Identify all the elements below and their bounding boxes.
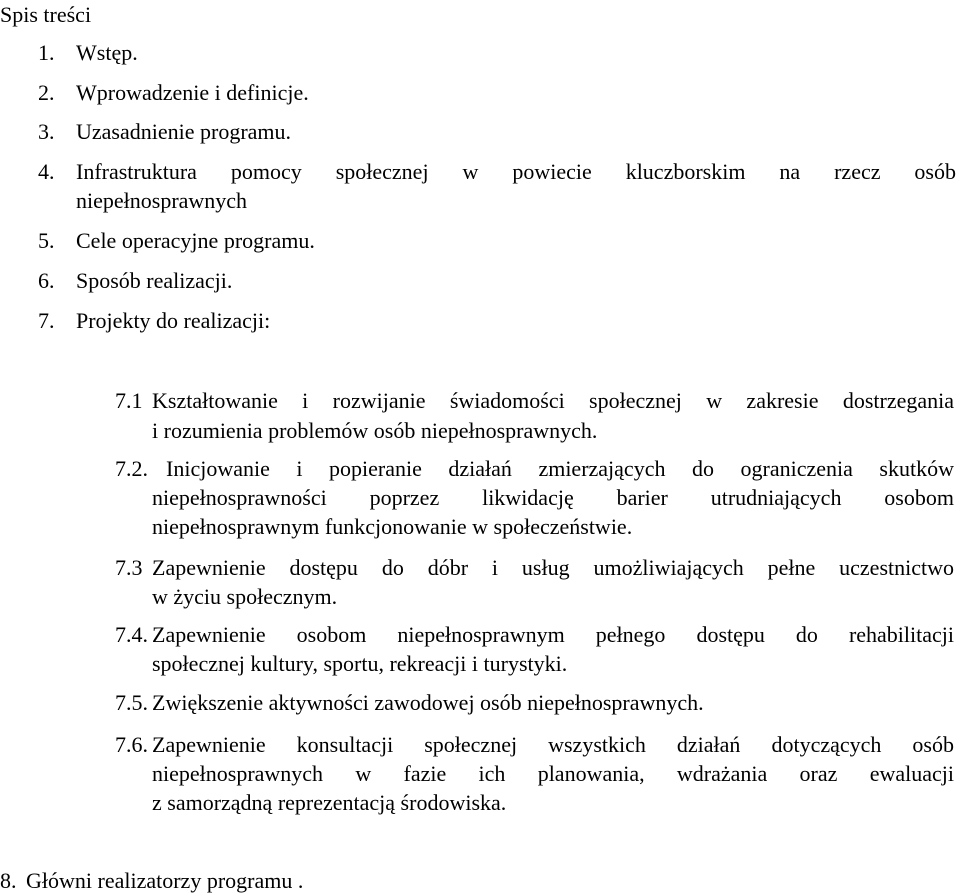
item-text: Projekty do realizacji: [76,308,271,333]
subitem-text-line: społecznej kultury, sportu, rekreacji i turystyki. [152,651,568,676]
item-number: 3. [38,119,55,144]
subitem-text-line: Zapewnienie osobom niepełnosprawnym pełnego dostępu do rehabilitacji [152,622,954,647]
subitem-number: 7.4. [115,622,148,647]
item-number: 7. [38,308,55,333]
subitem-text-line: niepełnosprawnym funkcjonowanie w społeczeństwie. [152,514,633,539]
subitem-number: 7.1 [115,388,143,413]
item-text: Uzasadnienie programu. [76,119,292,144]
item-text: Sposób realizacji. [76,268,233,293]
subitem-text-line: Kształtowanie i rozwijanie świadomości społecznej w zakresie dostrzegania [152,388,954,413]
subitem-text-line: i rozumienia problemów osób niepełnosprawnych. [152,418,598,443]
item-text: Wprowadzenie i definicje. [76,80,309,105]
page-title: Spis treści [0,2,92,27]
subitem-text-line: Zapewnienie dostępu do dóbr i usług umożliwiających pełne uczestnictwo [152,555,954,580]
item-text-line: niepełnosprawnych [76,188,248,213]
item-text: Cele operacyjne programu. [76,228,315,253]
item-number: 4. [38,159,55,184]
subitem-text-line: niepełnosprawności poprzez likwidację barier utrudniających osobom [152,485,954,510]
item-text: Wstęp. [76,40,138,65]
item-number: 5. [38,228,55,253]
subitem-text-line: Inicjowanie i popieranie działań zmierzających do ograniczenia skutków [166,456,954,481]
subitem-text-line: Zwiększenie aktywności zawodowej osób niepełnosprawnych. [152,690,704,715]
subitem-text-line: niepełnosprawnych w fazie ich planowania, wdrażania oraz ewaluacji [152,761,954,786]
item-number: 1. [38,40,55,65]
subitem-number: 7.3 [115,555,143,580]
subitem-text-line: w życiu społecznym. [152,584,338,609]
item-number: 6. [38,268,55,293]
item-number: 2. [38,80,55,105]
item-text-line: Infrastruktura pomocy społecznej w powiecie kluczborskim na rzecz osób [76,159,956,184]
item-text: Główni realizatorzy programu . [26,868,304,893]
subitem-number: 7.6. [115,732,148,757]
subitem-text-line: Zapewnienie konsultacji społecznej wszystkich działań dotyczących osób [152,732,954,757]
subitem-number: 7.5. [115,690,148,715]
subitem-text-line: z samorządną reprezentacją środowiska. [152,790,507,815]
subitem-number: 7.2. [115,456,148,481]
item-number: 8. [0,868,17,893]
